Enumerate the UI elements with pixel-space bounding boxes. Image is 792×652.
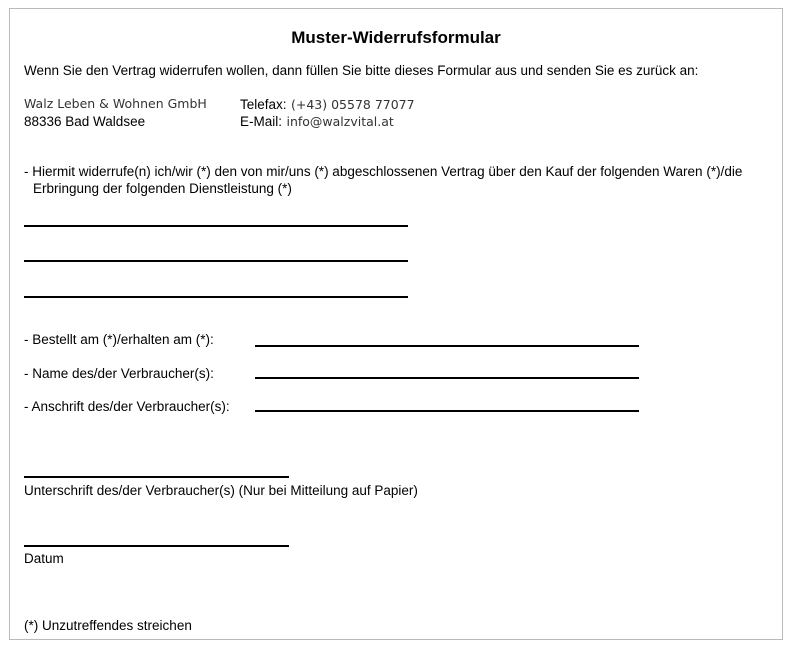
ordered-received-label: - Bestellt am (*)/erhalten am (*): [24,332,214,347]
fax-line [240,96,415,114]
consumer-name-input-line[interactable] [255,377,639,379]
consumer-address-label: - Anschrift des/der Verbraucher(s): [24,399,230,414]
email-value: info@walzvital.at [286,114,394,129]
goods-input-line-1[interactable] [24,225,408,227]
date-label: Datum [24,551,64,566]
fax-label: Telefax: [240,97,287,112]
consumer-address-input-line[interactable] [255,410,639,412]
recipient-city: 88336 Bad Waldsee [24,114,146,129]
email-line [240,113,394,131]
email-label: E-Mail: [240,114,283,129]
form-title: Muster-Widerrufsformular [291,28,501,47]
recipient-company: Walz Leben & Wohnen GmbH [24,96,207,111]
fax-value: (+43) 05578 77077 [290,97,415,112]
ordered-received-input-line[interactable] [255,345,639,347]
goods-input-line-3[interactable] [24,296,408,298]
goods-input-line-2[interactable] [24,260,408,262]
signature-label: Unterschrift des/der Verbraucher(s) (Nur bei Mitteilung auf Papier) [24,483,418,498]
declaration-line-1: - Hiermit widerrufe(n) ich/wir (*) den von mir/uns (*) abgeschlossenen Vertrag über den Kauf der folgenden Waren (*)/die [24,164,743,179]
consumer-name-label: - Name des/der Verbraucher(s): [24,366,214,381]
intro-text: Wenn Sie den Vertrag widerrufen wollen, dann füllen Sie bitte dieses Formular aus und senden Sie es zurück an: [24,63,699,78]
declaration-line-2: Erbringung der folgenden Dienstleistung (*) [33,181,292,196]
signature-input-line[interactable] [24,476,289,478]
date-input-line[interactable] [24,545,289,547]
footnote: (*) Unzutreffendes streichen [24,618,192,633]
